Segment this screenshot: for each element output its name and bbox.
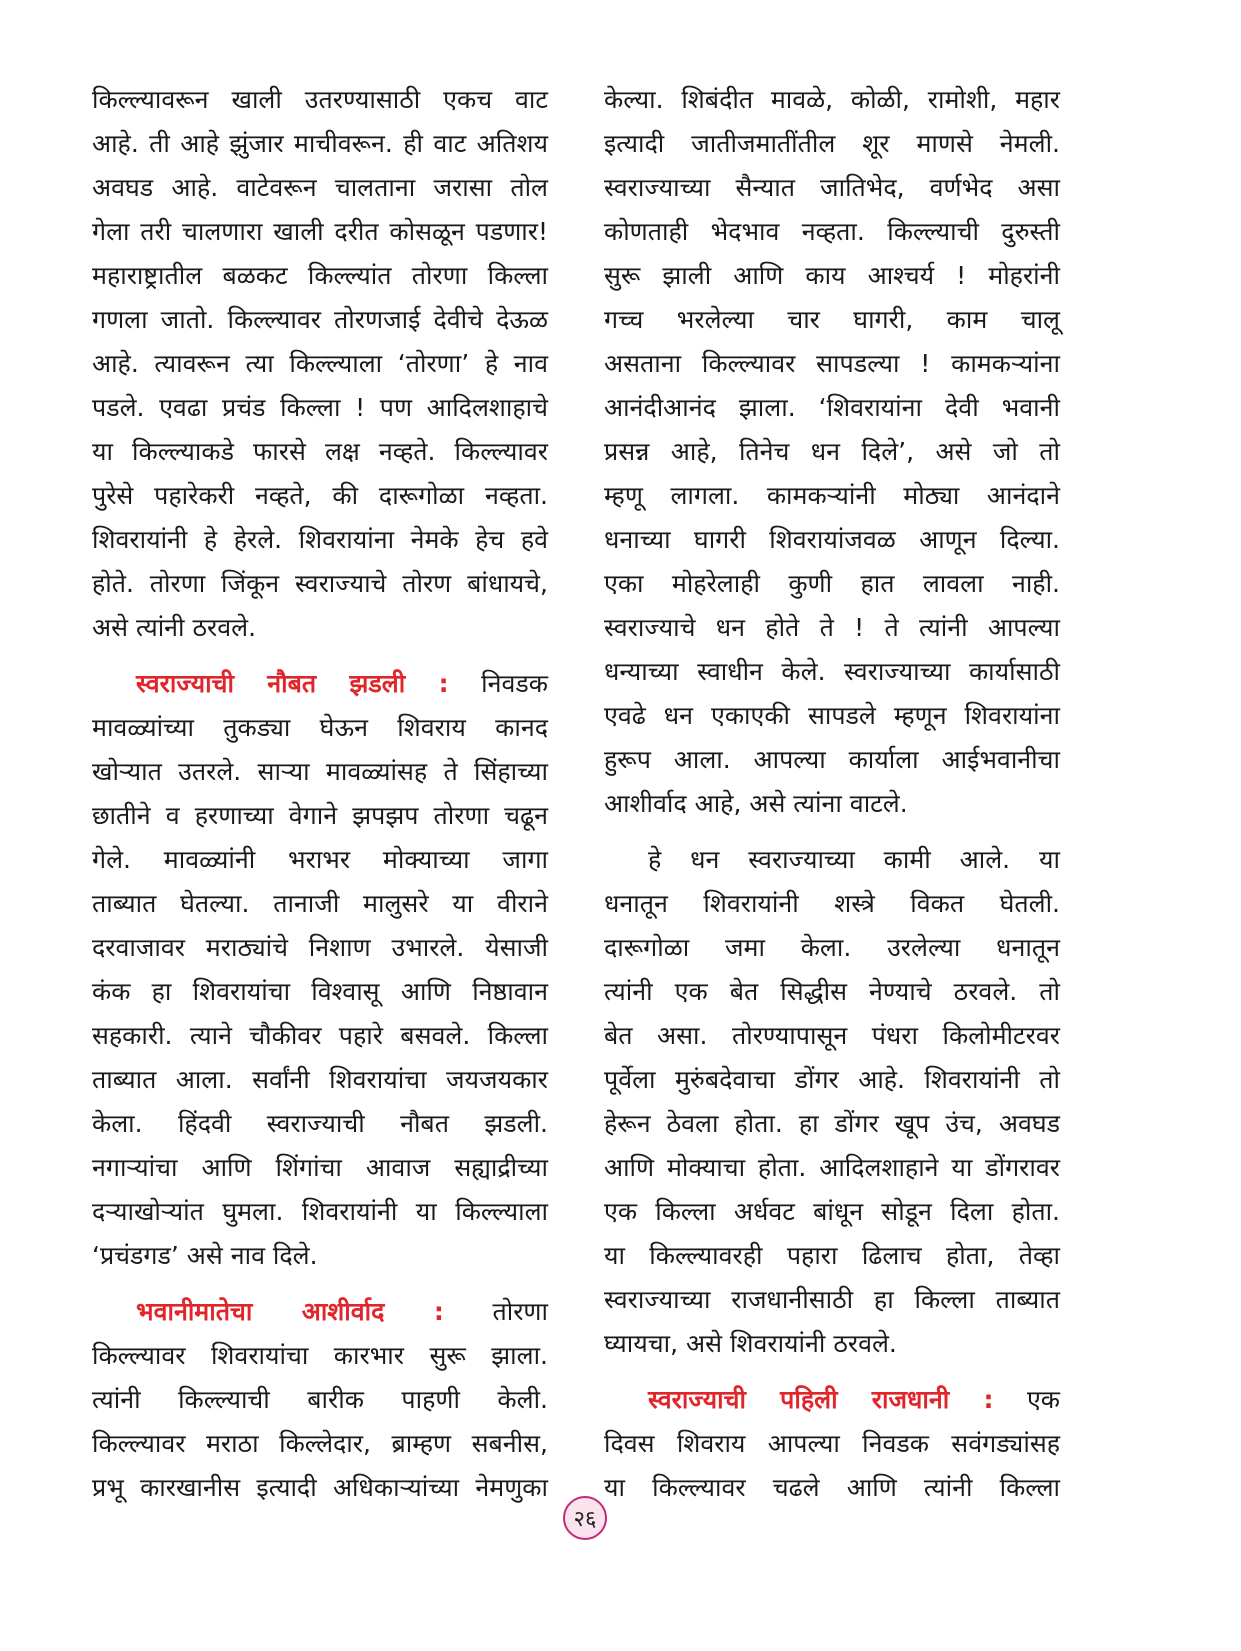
- text-line: होते. तोरणा जिंकून स्वराज्याचे तोरण बांधायचे,: [92, 569, 548, 598]
- text-line: कंक हा शिवरायांचा विश्वासू आणि निष्ठावान: [92, 977, 548, 1006]
- paragraph-bhavani: [92, 1290, 548, 1510]
- text-line: या किल्ल्यावर चढले आणि त्यांनी किल्ला: [604, 1473, 1060, 1502]
- text-line: म्हणू लागला. कामकऱ्यांनी मोठ्या आनंदाने: [604, 481, 1060, 510]
- text-line: बेत असा. तोरण्यापासून पंधरा किलोमीटरवर: [604, 1021, 1060, 1050]
- text-line: नगाऱ्यांचा आणि शिंगांचा आवाज सह्याद्रीच्या: [92, 1153, 548, 1182]
- text-line: स्वराज्याचे धन होते ते ! ते त्यांनी आपल्या: [604, 613, 1060, 642]
- paragraph-treasure: [604, 78, 1060, 826]
- paragraph-first-capital: [604, 1378, 1060, 1510]
- text-line: आहे. ती आहे झुंजार माचीवरून. ही वाट अतिशय: [92, 129, 548, 158]
- text-line: हे धन स्वराज्याच्या कामी आले. या: [648, 845, 1060, 874]
- text-line: या किल्ल्याकडे फारसे लक्ष नव्हते. किल्ल्यावर: [92, 437, 548, 466]
- text-line: सहकारी. त्याने चौकीवर पहारे बसवले. किल्ला: [92, 1021, 548, 1050]
- right-column: [604, 78, 1060, 1510]
- text-line: गेले. मावळ्यांनी भराभर मोक्याच्या जागा: [92, 845, 548, 874]
- text-line: इत्यादी जातीजमातींतील शूर माणसे नेमली.: [604, 129, 1060, 158]
- text-line: त्यांनी एक बेत सिद्धीस नेण्याचे ठरवले. तो: [604, 977, 1060, 1006]
- paragraph-torna-fort: [92, 78, 548, 650]
- text-line: केला. हिंदवी स्वराज्याची नौबत झडली.: [92, 1109, 548, 1138]
- text-line: असताना किल्ल्यावर सापडल्या ! कामकऱ्यांना: [604, 349, 1060, 378]
- text-line: ताब्यात आला. सर्वांनी शिवरायांचा जयजयकार: [92, 1065, 548, 1094]
- text-line: एवढे धन एकाएकी सापडले म्हणून शिवरायांना: [604, 701, 1060, 730]
- text-fragment: तोरणा: [492, 1297, 548, 1326]
- text-line: महाराष्ट्रातील बळकट किल्ल्यांत तोरणा किल्ला: [92, 261, 548, 290]
- text-line: दरवाजावर मराठ्यांचे निशाण उभारले. येसाजी: [92, 933, 548, 962]
- section-heading-naubat: स्वराज्याची नौबत झडली :: [136, 669, 449, 698]
- text-fragment: एक: [1026, 1385, 1060, 1414]
- text-line: घ्यायचा, असे शिवरायांनी ठरवले.: [604, 1329, 897, 1358]
- text-line: पूर्वेला मुरुंबदेवाचा डोंगर आहे. शिवरायांनी तो: [604, 1065, 1060, 1094]
- text-line: किल्ल्यावर मराठा किल्लेदार, ब्राम्हण सबनीस,: [92, 1429, 548, 1458]
- text-line: हुरूप आला. आपल्या कार्याला आईभवानीचा: [604, 745, 1060, 774]
- text-line: आणि मोक्याचा होता. आदिलशाहाने या डोंगरावर: [604, 1153, 1060, 1182]
- text-fragment: निवडक: [481, 669, 548, 698]
- text-line: छातीने व हरणाच्या वेगाने झपझप तोरणा चढून: [92, 801, 548, 830]
- paragraph-naubat: [92, 662, 548, 1278]
- text-line: ताब्यात घेतल्या. तानाजी मालुसरे या वीराने: [92, 889, 548, 918]
- heading-line: [92, 1290, 548, 1334]
- heading-line: [604, 1378, 1060, 1422]
- section-heading-first-capital: स्वराज्याची पहिली राजधानी :: [648, 1385, 994, 1414]
- text-line: गच्च भरलेल्या चार घागरी, काम चालू: [604, 305, 1060, 334]
- text-line: हेरून ठेवला होता. हा डोंगर खूप उंच, अवघड: [604, 1109, 1060, 1138]
- text-line: असे त्यांनी ठरवले.: [92, 613, 257, 642]
- text-line: किल्ल्यावरून खाली उतरण्यासाठी एकच वाट: [92, 85, 548, 114]
- text-line: किल्ल्यावर शिवरायांचा कारभार सुरू झाला.: [92, 1341, 548, 1370]
- text-line: त्यांनी किल्ल्याची बारीक पाहणी केली.: [92, 1385, 548, 1414]
- text-line: केल्या. शिबंदीत मावळे, कोळी, रामोशी, महार: [604, 85, 1060, 114]
- text-line: दारूगोळा जमा केला. उरलेल्या धनातून: [604, 933, 1060, 962]
- text-line: एका मोहरेलाही कुणी हात लावला नाही.: [604, 569, 1060, 598]
- section-heading-bhavani: भवानीमातेचा आशीर्वाद :: [136, 1297, 444, 1326]
- text-line: सुरू झाली आणि काय आश्चर्य ! मोहरांनी: [604, 261, 1060, 290]
- text-line: या किल्ल्यावरही पहारा ढिलाच होता, तेव्हा: [604, 1241, 1060, 1270]
- text-line: मावळ्यांच्या तुकड्या घेऊन शिवराय कानद: [92, 713, 548, 742]
- text-line: आनंदीआनंद झाला. ‘शिवरायांना देवी भवानी: [604, 393, 1060, 422]
- text-line: पडले. एवढा प्रचंड किल्ला ! पण आदिलशाहाचे: [92, 393, 548, 422]
- text-line: धन्याच्या स्वाधीन केले. स्वराज्याच्या कार्यासाठी: [604, 657, 1060, 686]
- left-column: [92, 78, 548, 1510]
- page-number: २६: [563, 1496, 607, 1540]
- text-line: धनाच्या घागरी शिवरायांजवळ आणून दिल्या.: [604, 525, 1060, 554]
- text-line: खोऱ्यात उतरले. साऱ्या मावळ्यांसह ते सिंहाच्या: [92, 757, 548, 786]
- text-line: आशीर्वाद आहे, असे त्यांना वाटले.: [604, 789, 908, 818]
- text-line: गेला तरी चालणारा खाली दरीत कोसळून पडणार!: [92, 217, 548, 246]
- text-line: धनातून शिवरायांनी शस्त्रे विकत घेतली.: [604, 889, 1060, 918]
- text-line: पुरेसे पहारेकरी नव्हते, की दारूगोळा नव्हता.: [92, 481, 548, 510]
- text-line: अवघड आहे. वाटेवरून चालताना जरासा तोल: [92, 173, 548, 202]
- heading-line: [92, 662, 548, 706]
- text-line: प्रसन्न आहे, तिनेच धन दिले’, असे जो तो: [604, 437, 1060, 466]
- text-line: प्रभू कारखानीस इत्यादी अधिकाऱ्यांच्या नेमणुका: [92, 1473, 548, 1502]
- text-line: शिवरायांनी हे हेरले. शिवरायांना नेमके हेच हवे: [92, 525, 548, 554]
- text-line: दऱ्याखोऱ्यांत घुमला. शिवरायांनी या किल्ल्याला: [92, 1197, 548, 1226]
- text-line: आहे. त्यावरून त्या किल्ल्याला ‘तोरणा’ हे नाव: [92, 349, 548, 378]
- text-line: ‘प्रचंडगड’ असे नाव दिले.: [92, 1241, 318, 1270]
- text-line: एक किल्ला अर्धवट बांधून सोडून दिला होता.: [604, 1197, 1060, 1226]
- text-line: गणला जातो. किल्ल्यावर तोरणजाई देवीचे देऊळ: [92, 305, 548, 334]
- text-line: कोणताही भेदभाव नव्हता. किल्ल्याची दुरुस्ती: [604, 217, 1060, 246]
- text-line: स्वराज्याच्या सैन्यात जातिभेद, वर्णभेद असा: [604, 173, 1060, 202]
- text-line: दिवस शिवराय आपल्या निवडक सवंगड्यांसह: [604, 1429, 1060, 1458]
- paragraph-wealth-use: [604, 838, 1060, 1366]
- text-line: स्वराज्याच्या राजधानीसाठी हा किल्ला ताब्यात: [604, 1285, 1060, 1314]
